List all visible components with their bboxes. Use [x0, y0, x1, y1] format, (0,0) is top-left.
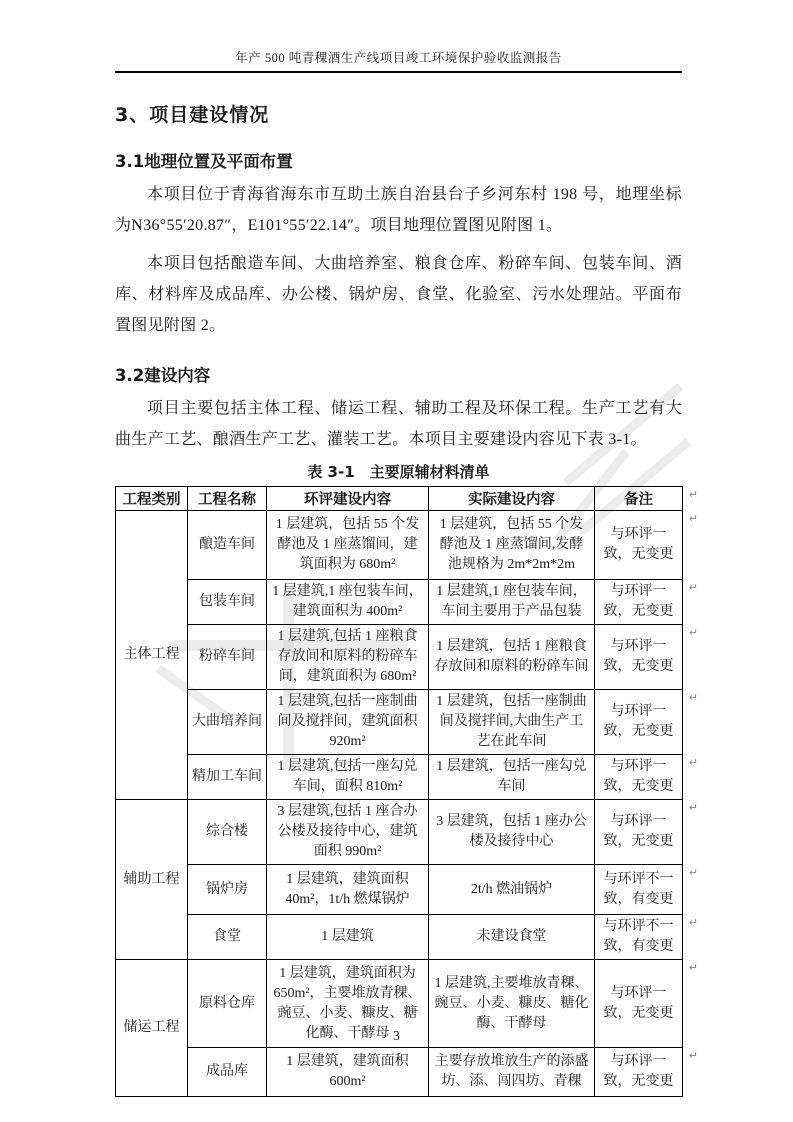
cell-name: 食堂 [188, 915, 267, 960]
cell-note: 与环评一致，无变更 [595, 690, 683, 755]
paragraph-mark-icon: ↵ [688, 916, 698, 929]
table-row [116, 580, 683, 625]
cell-eia: 1 层建筑，建筑面积 40m²，1t/h 燃煤锅炉 [267, 865, 429, 915]
cell-note: 与环评不一致，有变更 [595, 915, 683, 960]
construction-content-table [115, 486, 683, 1097]
cell-actual: 主要存放堆放生产的添盛坊、添、闯四坊、青稞 [429, 1048, 595, 1097]
cell-note: 与环评一致，无变更 [595, 960, 683, 1048]
table-row [116, 690, 683, 755]
col-header-eia: 环评建设内容 [267, 487, 429, 511]
cell-note: 与环评不一致，有变更 [595, 865, 683, 915]
cell-note: 与环评一致，无变更 [595, 1048, 683, 1097]
cell-eia: 3 层建筑,包括 1 座合办公楼及接待中心，建筑面积 990m² [267, 800, 429, 865]
cell-note: 与环评一致，无变更 [595, 755, 683, 800]
paragraph-mark-icon: ↵ [688, 512, 698, 525]
cell-name: 精加工车间 [188, 755, 267, 800]
cell-actual: 未建设食堂 [429, 915, 595, 960]
paragraph-construction-content: 项目主要包括主体工程、储运工程、辅助工程及环保工程。生产工艺有大曲生产工艺、酿酒生产工艺、灌装工艺。本项目主要建设内容见下表 3-1。 [115, 400, 682, 448]
header-rule [115, 71, 682, 73]
table-caption: 表 3-1 主要原辅材料清单 [307, 463, 490, 481]
paragraph-mark-icon: ↵ [688, 866, 698, 879]
col-header-category: 工程类别 [116, 487, 188, 511]
col-header-name: 工程名称 [188, 487, 267, 511]
paragraph-mark-icon: ↵ [688, 581, 698, 594]
cell-name: 综合楼 [188, 800, 267, 865]
table-row [116, 865, 683, 915]
cell-note: 与环评一致，无变更 [595, 625, 683, 690]
running-header [115, 0, 682, 73]
cell-actual: 1 层建筑，包括 1 座粮食存放间和原料的粉碎车间 [429, 625, 595, 690]
table-header-row [116, 487, 683, 511]
cell-eia: 1 层建筑，建筑面积为 650m²，主要堆放青稞、豌豆、小麦、糠皮、糖化酶、干酵母 [267, 960, 429, 1048]
cell-actual: 1 层建筑，包括 55 个发酵池及 1 座蒸馏间,发酵池规格为 2m*2m*2m [429, 511, 595, 580]
cell-eia: 1 层建筑，包括 55 个发酵池及 1 座蒸馏间，建筑面积为 680m² [267, 511, 429, 580]
cell-name: 大曲培养间 [188, 690, 267, 755]
cell-note: 与环评一致，无变更 [595, 511, 683, 580]
cell-category-storage: 储运工程 [116, 960, 188, 1097]
table-row [116, 915, 683, 960]
cell-eia: 1 层建筑 [267, 915, 429, 960]
cell-actual: 1 层建筑,1 座包装车间，车间主要用于产品包装 [429, 580, 595, 625]
table-row [116, 755, 683, 800]
paragraph-mark-icon: ↵ [688, 756, 698, 769]
cell-name: 包装车间 [188, 580, 267, 625]
cell-actual: 2t/h 燃油锅炉 [429, 865, 595, 915]
section-heading-3-1: 3.1地理位置及平面布置 [115, 152, 293, 171]
paragraph-mark-icon: ↵ [688, 488, 698, 501]
cell-category-auxiliary: 辅助工程 [116, 800, 188, 960]
paragraph-location: 本项目位于青海省海东市互助土族自治县台子乡河东村 198 号，地理坐标为N36°55′20.87″，E101°55′22.14″。项目地理位置图见附图 1。 [115, 186, 682, 234]
table-wrapper [115, 486, 698, 1097]
col-header-actual: 实际建设内容 [429, 487, 595, 511]
cell-name: 锅炉房 [188, 865, 267, 915]
cell-eia: 1 层建筑,包括一座勾兑车间，面积 810m² [267, 755, 429, 800]
paragraph-mark-icon: ↵ [688, 961, 698, 974]
cell-eia: 1 层建筑,包括一座制曲间及搅拌间，建筑面积 920m² [267, 690, 429, 755]
table-row [116, 511, 683, 580]
cell-actual: 1 层建筑,主要堆放青稞、豌豆、小麦、糠皮、糖化酶、干酵母 [429, 960, 595, 1048]
paragraph-mark-icon: ↵ [688, 626, 698, 639]
page-number: 3 [393, 1028, 400, 1043]
cell-name: 原料仓库 [188, 960, 267, 1048]
table-row [116, 800, 683, 865]
cell-eia: 1 层建筑,包括 1 座粮食存放间和原料的粉碎车间，建筑面积为 680m² [267, 625, 429, 690]
running-header-title: 年产 500 吨青稞酒生产线项目竣工环境保护验收监测报告 [235, 51, 562, 65]
section-heading-3-2: 3.2建设内容 [115, 366, 211, 385]
col-header-note: 备注 [595, 487, 683, 511]
paragraph-facilities: 本项目包括酿造车间、大曲培养室、粮食仓库、粉碎车间、包装车间、酒库、材料库及成品库、办公楼、锅炉房、食堂、化验室、污水处理站。平面布置图见附图 2。 [115, 255, 682, 334]
cell-eia: 1 层建筑，建筑面积 600m² [267, 1048, 429, 1097]
table-row [116, 1048, 683, 1097]
section-heading-3: 3、项目建设情况 [115, 104, 270, 126]
paragraph-mark-icon: ↵ [688, 691, 698, 704]
paragraph-mark-icon: ↵ [688, 1049, 698, 1062]
table-row [116, 625, 683, 690]
cell-name: 成品库 [188, 1048, 267, 1097]
cell-note: 与环评一致，无变更 [595, 580, 683, 625]
cell-name: 酿造车间 [188, 511, 267, 580]
cell-actual: 3 层建筑，包括 1 座办公楼及接待中心 [429, 800, 595, 865]
cell-actual: 1 层建筑，包括一座制曲间及搅拌间,大曲生产工艺在此车间 [429, 690, 595, 755]
cell-eia: 1 层建筑,1 座包装车间，建筑面积为 400m² [267, 580, 429, 625]
cell-category-main: 主体工程 [116, 511, 188, 800]
cell-name: 粉碎车间 [188, 625, 267, 690]
paragraph-mark-icon: ↵ [688, 801, 698, 814]
cell-actual: 1 层建筑，包括一座勾兑车间 [429, 755, 595, 800]
cell-note: 与环评一致，无变更 [595, 800, 683, 865]
